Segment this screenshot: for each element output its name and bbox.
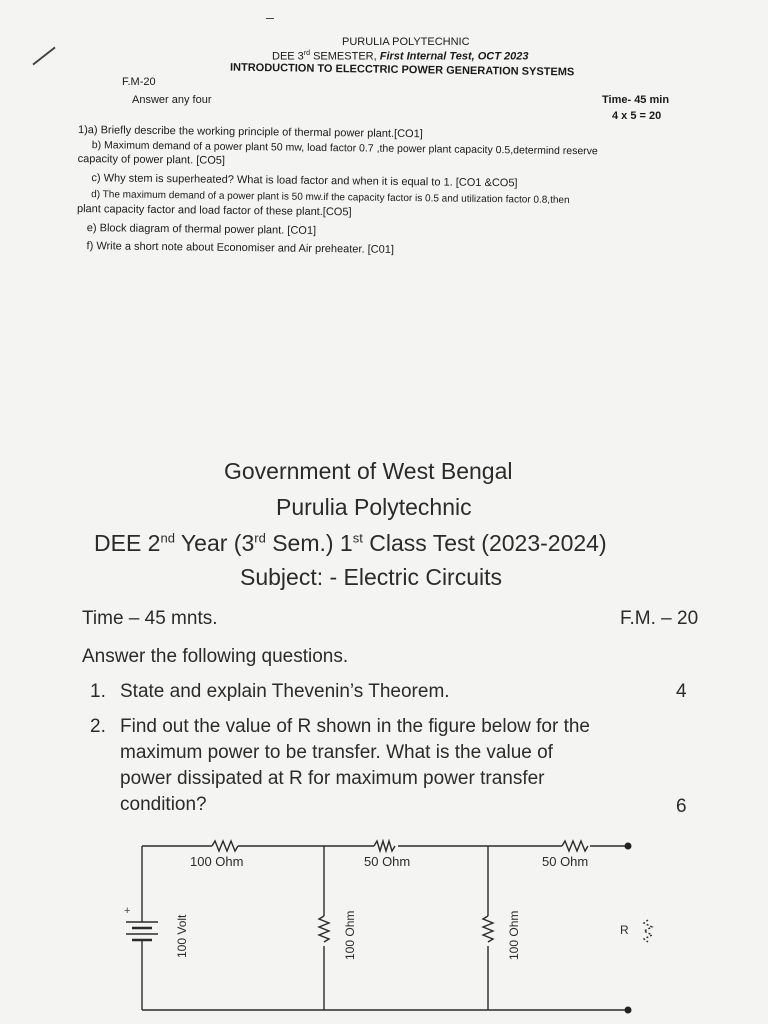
paper2-class-test: DEE 2nd Year (3rd Sem.) 1st Class Test (2023-2024) <box>94 530 607 556</box>
circuit-diagram <box>0 824 768 1024</box>
terminal-bottom <box>625 1007 632 1014</box>
paper1-question-a: 1)a) Briefly describe the working principle of thermal power plant.[CO1] <box>77 124 423 141</box>
load-zigzag <box>644 920 652 942</box>
paper1-question-e: e) Block diagram of thermal power plant. [CO1] <box>86 222 317 237</box>
question-2-line: condition? <box>120 794 207 815</box>
battery-symbol <box>126 922 158 940</box>
shunt-resistor-2-label: 100 Ohm <box>507 910 521 960</box>
shunt-resistor-1-label: 100 Ohm <box>343 910 357 960</box>
scan-mark <box>266 18 274 19</box>
paper1-question-d-cont: plant capacity factor and load factor of these plant.[CO5] <box>76 202 352 219</box>
paper1-marks-scheme: 4 x 5 = 20 <box>612 110 662 122</box>
paper1-question-f: f) Write a short note about Economiser and Air preheater. [C01] <box>86 240 394 256</box>
series-resistor-2-label: 50 Ohm <box>364 854 411 869</box>
paper1-time: Time- 45 min <box>602 94 670 106</box>
resistor-zigzag <box>319 916 329 942</box>
paper1-test-name: First Internal Test, OCT 2023 <box>379 50 529 63</box>
paper1-question-b-cont: capacity of power plant. [CO5] <box>77 152 226 167</box>
resistor-zigzag <box>483 916 493 942</box>
battery-plus-sign: + <box>124 905 131 917</box>
paper2-government: Government of West Bengal <box>224 458 513 484</box>
question-2-number: 2. <box>90 716 106 737</box>
series-resistor-1-label: 100 Ohm <box>190 854 244 869</box>
question-2-line: Find out the value of R shown in the figure below for the <box>120 716 590 737</box>
paper2-full-marks: F.M. – 20 <box>620 608 699 629</box>
resistor-zigzag <box>212 841 238 851</box>
paper1-subject: INTRODUCTION TO ELECCTRIC POWER GENERATION SYSTEMS <box>229 61 575 79</box>
question-2-line: power dissipated at R for maximum power transfer <box>120 768 545 789</box>
resistor-zigzag <box>562 841 588 851</box>
paper2-subject: Subject: - Electric Circuits <box>240 564 503 590</box>
paper2-time: Time – 45 mnts. <box>82 608 218 629</box>
series-resistor-3-label: 50 Ohm <box>542 854 589 869</box>
resistor-zigzag <box>374 841 395 851</box>
source-label: 100 Volt <box>175 914 189 958</box>
paper1-institute: PURULIA POLYTECHNIC <box>342 36 470 48</box>
paper1-semester-line: DEE 3rd SEMESTER, First Internal Test, OCT 2023 <box>272 50 529 63</box>
paper1-question-b: b) Maximum demand of a power plant 50 mw, load factor 0.7 ,the power plant capacity 0.5,determind reserve <box>91 139 598 158</box>
question-2-line: maximum power to be transfer. What is the value of <box>120 742 553 763</box>
question-2-marks: 6 <box>676 796 687 817</box>
paper2-institute: Purulia Polytechnic <box>276 494 472 520</box>
question-1-marks: 4 <box>676 681 687 702</box>
question-1-text: State and explain Thevenin’s Theorem. <box>120 681 450 702</box>
paper1-full-marks: F.M-20 <box>122 76 156 88</box>
terminal-top <box>625 843 632 850</box>
load-label: R <box>620 923 629 937</box>
paper1-instruction: Answer any four <box>132 94 212 106</box>
scan-mark <box>32 47 55 66</box>
paper1-question-d: d) The maximum demand of a power plant is 50 mw.if the capacity factor is 0.5 and utilization factor 0.8,then <box>91 189 570 207</box>
paper1-question-c: c) Why stem is superheated? What is load factor and when it is equal to 1. [CO1 &CO5] <box>91 172 518 190</box>
paper2-instruction: Answer the following questions. <box>82 646 349 667</box>
question-1-number: 1. <box>90 681 106 702</box>
